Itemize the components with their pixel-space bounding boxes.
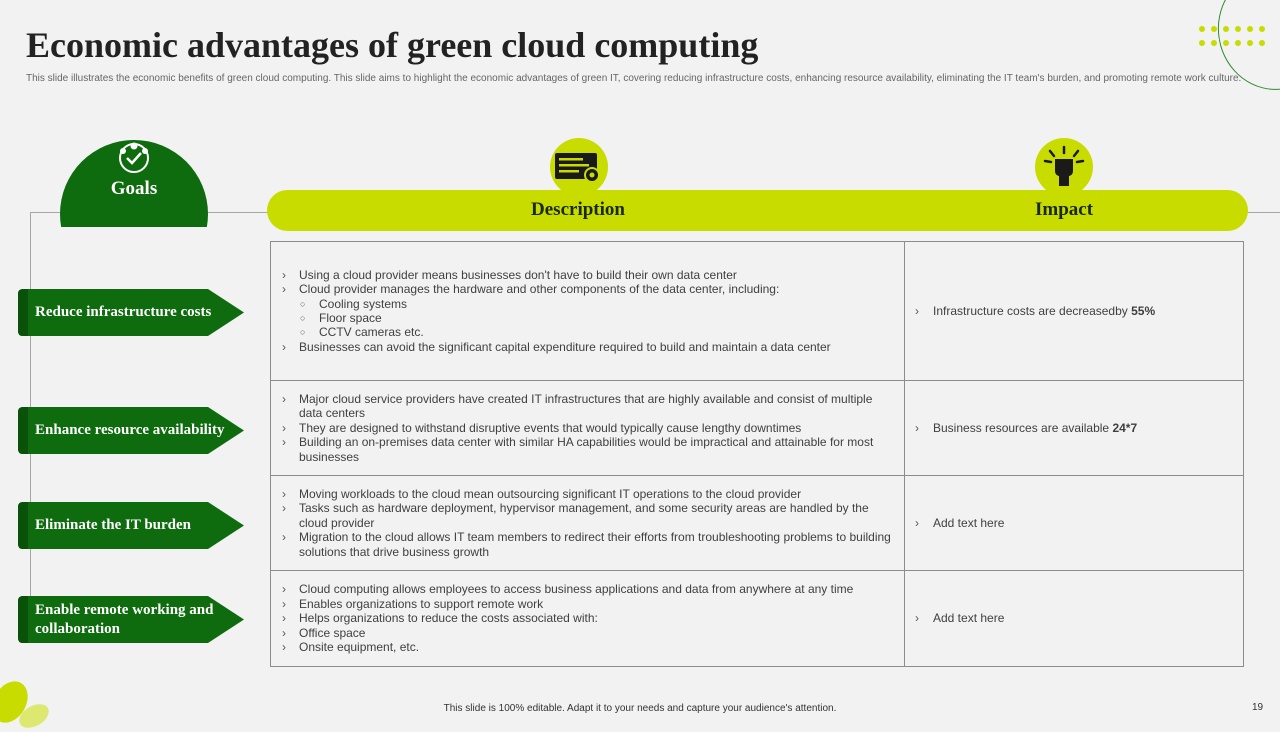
bullet-item: › Tasks such as hardware deployment, hypervisor management, and some security areas are handled by the cloud provider [281, 501, 896, 530]
goal-label: Reduce infrastructure costs [35, 304, 212, 320]
slide-footer: This slide is 100% editable. Adapt it to your needs and capture your audience's attention. [443, 703, 837, 714]
table-row [271, 381, 1244, 476]
people-check-icon [117, 141, 151, 175]
bullet-item: › They are designed to withstand disruptive events that would typically cause lengthy downtimes [281, 421, 896, 435]
bullet-item: › Migration to the cloud allows IT team members to redirect their efforts from troubleshooting problems to building solutions that drive business growth [281, 530, 896, 559]
sub-bullet-item: ○ Floor space [281, 311, 896, 325]
description-cell [271, 571, 905, 667]
table-row [271, 476, 1244, 571]
description-column-header: Description [531, 199, 625, 220]
bullet-item: › Businesses can avoid the significant capital expenditure required to build and maintain a data center [281, 340, 896, 354]
goals-header-label: Goals [110, 178, 158, 199]
impact-cell [905, 381, 1244, 476]
slide-title: Economic advantages of green cloud computing [26, 25, 759, 65]
bullet-item: › Building an on-premises data center with similar HA capabilities would be impractical and attainable for most businesses [281, 435, 896, 464]
description-cell [271, 381, 905, 476]
impact-cell [905, 242, 1244, 381]
goal-label: Eliminate the IT burden [35, 517, 191, 533]
impact-text: Add text here [933, 515, 1005, 530]
table-row [271, 571, 1244, 667]
impact-text: Add text here [933, 611, 1005, 626]
page-number: 19 [1252, 702, 1264, 713]
goal-arrow-remote-working [18, 596, 244, 643]
goal-arrow-reduce-costs [18, 289, 244, 336]
goal-arrow-enhance-availability [18, 407, 244, 454]
impact-text: Business resources are available [933, 420, 1113, 435]
description-cell [271, 242, 905, 381]
impact-cell [905, 571, 1244, 667]
raised-fist-icon [1042, 145, 1086, 189]
impact-text: Infrastructure costs are decreasedby [933, 303, 1132, 318]
bullet-item: › Using a cloud provider means businesses don't have to build their own data center [281, 268, 896, 282]
bullet-item: › Moving workloads to the cloud mean outsourcing significant IT operations to the cloud provider [281, 487, 896, 501]
sub-bullet-item: ○ Cooling systems [281, 297, 896, 311]
bullet-item: › Office space [281, 626, 896, 640]
slide-subtitle: This slide illustrates the economic benefits of green cloud computing. This slide aims to highlight the economic advantages of green IT, covering reducing infrastructure costs, enhancing resource availability, eliminating the IT team's burden, and promoting remote work culture. [26, 73, 1242, 84]
impact-value: 24*7 [1112, 420, 1138, 435]
goal-label: Enhance resource availability [35, 422, 225, 438]
impact-column-header: Impact [1034, 199, 1094, 220]
bullet-item: › Onsite equipment, etc. [281, 640, 896, 654]
bullet-item: › Enables organizations to support remote work [281, 597, 896, 611]
goal-arrow-eliminate-burden [18, 502, 244, 549]
content-table [270, 241, 1244, 667]
server-gear-icon [554, 150, 604, 184]
bullet-item: › Cloud provider manages the hardware and other components of the data center, including: [281, 282, 896, 296]
bullet-item: › Major cloud service providers have created IT infrastructures that are highly available and consist of multiple data centers [281, 392, 896, 421]
bullet-item: › Cloud computing allows employees to access business applications and data from anywhere at any time [281, 582, 896, 596]
impact-cell [905, 476, 1244, 571]
bullet-item: › Helps organizations to reduce the costs associated with: [281, 611, 896, 625]
table-row [271, 242, 1244, 381]
sub-bullet-item: ○ CCTV cameras etc. [281, 325, 896, 339]
leaf-decor-icon [0, 672, 50, 732]
description-cell [271, 476, 905, 571]
impact-value: 55% [1131, 303, 1156, 318]
goal-label: Enable remote working and collaboration [35, 601, 214, 637]
